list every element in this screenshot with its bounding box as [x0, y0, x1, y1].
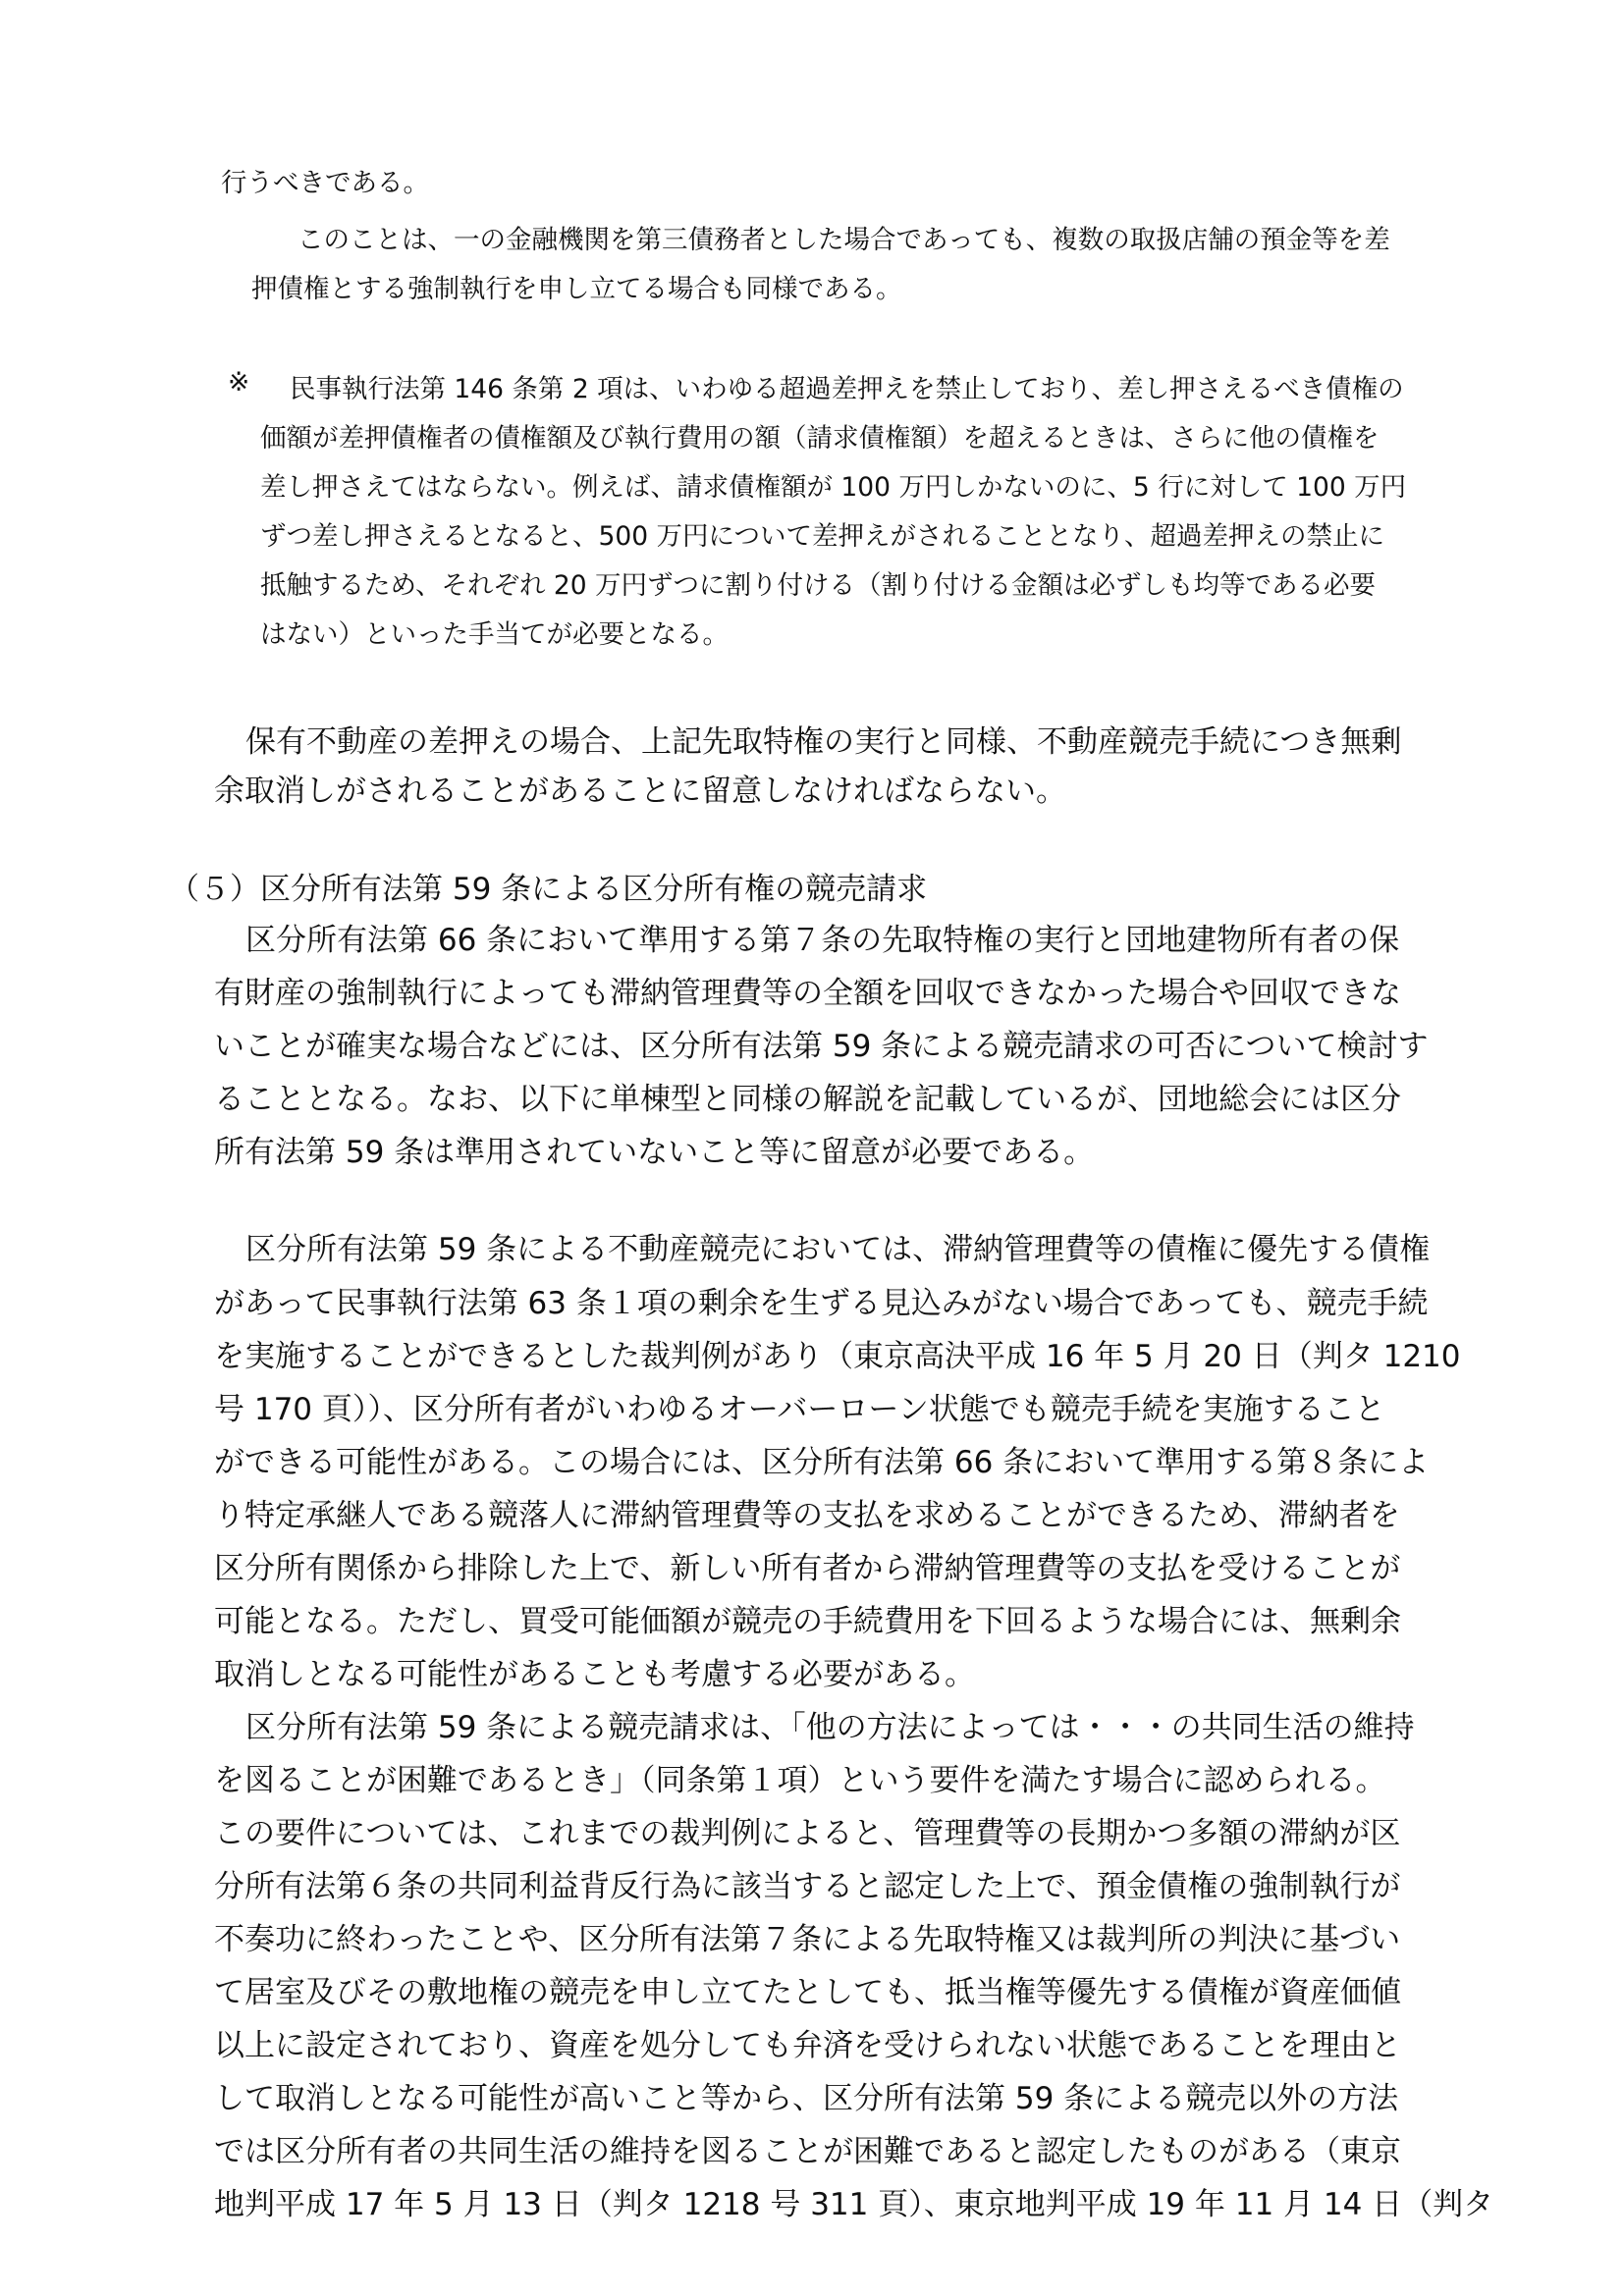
paragraph-line: 区分所有法第 66 条において準用する第７条の先取特権の実行と団地建物所有者の保	[245, 923, 1400, 958]
paragraph-line: 可能となる。ただし、買受可能価額が競売の手続費用を下回るような場合には、無剰余	[214, 1604, 1401, 1639]
paragraph-line: では区分所有者の共同生活の維持を図ることが困難であると認定したものがある（東京	[214, 2134, 1401, 2169]
paragraph-line: り特定承継人である競落人に滞納管理費等の支払を求めることができるため、滞納者を	[214, 1498, 1400, 1533]
paragraph-line: いことが確実な場合などには、区分所有法第 59 条による競売請求の可否について検討す	[214, 1029, 1429, 1064]
paragraph-line: 区分所有法第 59 条による競売請求は、「他の方法によっては・・・の共同生活の維持	[245, 1710, 1415, 1745]
paragraph-line: この要件については、これまでの裁判例によると、管理費等の長期かつ多額の滞納が区	[214, 1816, 1401, 1851]
note-mark: ※	[228, 367, 250, 398]
paragraph-line: して取消しとなる可能性が高いこと等から、区分所有法第 59 条による競売以外の方法	[214, 2081, 1399, 2116]
text-line: 押債権とする強制執行を申し立てる場合も同様である。	[251, 274, 902, 304]
paragraph-line: 分所有法第６条の共同利益背反行為に該当すると認定した上で、預金債権の強制執行が	[214, 1869, 1401, 1904]
paragraph-line: を図ることが困難であるとき」（同条第１項）という要件を満たす場合に認められる。	[214, 1763, 1386, 1798]
paragraph-line: があって民事執行法第 63 条１項の剰余を生ずる見込みがない場合であっても、競売手続	[214, 1286, 1429, 1321]
paragraph-line: ることとなる。なお、以下に単棟型と同様の解説を記載しているが、団地総会には区分	[214, 1082, 1401, 1117]
paragraph-line: 余取消しがされることがあることに留意しなければならない。	[214, 774, 1066, 809]
paragraph-line: 保有不動産の差押えの場合、上記先取特権の実行と同様、不動産競売手続につき無剰	[245, 724, 1402, 760]
note-line: ずつ差し押さえるとなると、500 万円について差押えがされることとなり、超過差押えの禁止に	[260, 521, 1384, 552]
paragraph-line: を実施することができるとした裁判例があり（東京高決平成 16 年 5 月 20 日（判タ 1210	[214, 1339, 1461, 1374]
paragraph-line: ができる可能性がある。この場合には、区分所有法第 66 条において準用する第８条によ	[214, 1445, 1430, 1480]
note-line: 価額が差押債権者の債権額及び執行費用の額（請求債権額）を超えるときは、さらに他の債権を	[260, 423, 1380, 454]
paragraph-line: 所有法第 59 条は準用されていないこと等に留意が必要である。	[214, 1135, 1095, 1170]
note-line: はない）といった手当てが必要となる。	[260, 619, 729, 650]
paragraph-line: て居室及びその敷地権の競売を申し立てたとしても、抵当権等優先する債権が資産価値	[214, 1975, 1401, 2010]
paragraph-line: 区分所有法第 59 条による不動産競売においては、滞納管理費等の債権に優先する債権	[245, 1232, 1431, 1267]
paragraph-line: 有財産の強制執行によっても滞納管理費等の全額を回収できなかった場合や回収できな	[214, 976, 1401, 1011]
text-line: 行うべきである。	[221, 168, 429, 198]
paragraph-line: 号 170 頁））、区分所有者がいわゆるオーバーローン状態でも競売手続を実施すること	[214, 1392, 1385, 1427]
text-line: このことは、一の金融機関を第三債務者とした場合であっても、複数の取扱店舗の預金等を差	[298, 225, 1390, 255]
paragraph-line: 取消しとなる可能性があることも考慮する必要がある。	[214, 1657, 975, 1692]
note-line: 民事執行法第 146 条第 2 項は、いわゆる超過差押えを禁止しており、差し押さえるべき債権の	[290, 374, 1404, 404]
paragraph-line: 不奏功に終わったことや、区分所有法第７条による先取特権又は裁判所の判決に基づい	[214, 1922, 1401, 1957]
note-line: 差し押さえてはならない。例えば、請求債権額が 100 万円しかないのに、5 行に対して 100 万円	[260, 472, 1407, 503]
section-heading: （５）区分所有法第 59 条による区分所有権の競売請求	[169, 872, 928, 907]
note-line: 抵触するため、それぞれ 20 万円ずつに割り付ける（割り付ける金額は必ずしも均等である必要	[260, 570, 1377, 601]
paragraph-line: 地判平成 17 年 5 月 13 日（判タ 1218 号 311 頁）、東京地判平成 19 年 11 月 14 日（判タ	[214, 2187, 1494, 2222]
paragraph-line: 以上に設定されており、資産を処分しても弁済を受けられない状態であることを理由と	[214, 2028, 1401, 2063]
paragraph-line: 区分所有関係から排除した上で、新しい所有者から滞納管理費等の支払を受けることが	[214, 1551, 1401, 1586]
